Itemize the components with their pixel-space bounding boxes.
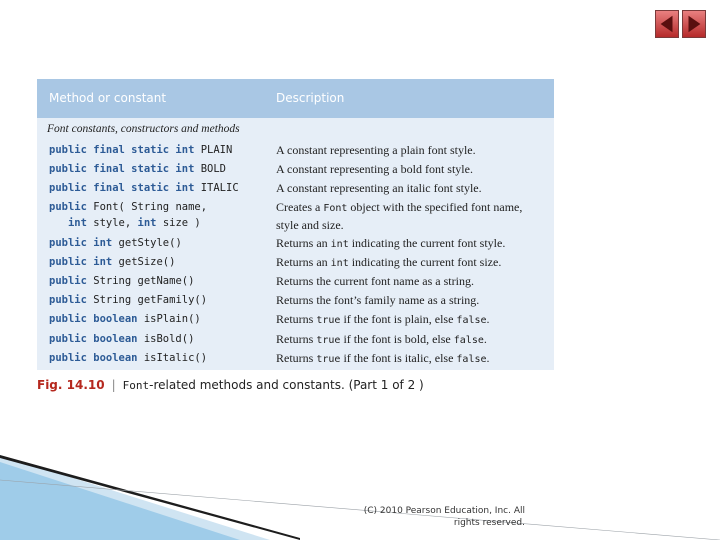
signature-identifier: Font( String name, — [93, 201, 208, 213]
table-row — [37, 273, 554, 292]
signature-keyword: public final static int — [49, 144, 201, 156]
description-code: true — [316, 335, 341, 346]
copyright-line-2: rights reserved. — [453, 518, 525, 528]
method-description — [276, 235, 546, 253]
copyright-notice — [330, 505, 525, 529]
description-text: . — [483, 332, 487, 346]
description-code: int — [330, 258, 349, 269]
description-code: true — [316, 315, 341, 326]
description-code: false — [456, 354, 487, 365]
method-signature — [49, 350, 207, 366]
description-text: if the font is italic, else — [340, 351, 457, 365]
font-methods-table — [37, 79, 554, 370]
method-description — [276, 161, 546, 177]
table-row — [37, 331, 554, 350]
triangle-right-icon — [683, 11, 705, 37]
table-row — [37, 350, 554, 369]
signature-identifier: isBold() — [143, 333, 195, 345]
method-description — [276, 331, 546, 349]
description-text: Creates a — [276, 200, 324, 214]
description-text: Returns — [276, 332, 317, 346]
table-row — [37, 254, 554, 273]
description-text: indicating the current font style. — [348, 236, 506, 250]
signature-keyword: public final static int — [49, 163, 201, 175]
method-description — [276, 199, 546, 233]
signature-keyword: int — [137, 217, 163, 229]
table-row — [37, 199, 554, 235]
description-code: true — [316, 354, 341, 365]
method-description — [276, 273, 546, 289]
signature-keyword: public — [49, 275, 94, 287]
description-text: indicating the current font size. — [348, 255, 502, 269]
signature-keyword: public final static int — [49, 182, 201, 194]
signature-identifier: style, — [93, 217, 138, 229]
table-row — [37, 142, 554, 161]
figure-caption — [37, 378, 424, 392]
description-text: if the font is plain, else — [340, 312, 457, 326]
description-text: if the font is bold, else — [340, 332, 454, 346]
caption-class-name: Font — [122, 379, 150, 392]
signature-keyword: public boolean — [49, 352, 144, 364]
signature-keyword: public int — [49, 237, 119, 249]
description-text: Returns an — [276, 236, 331, 250]
signature-identifier: String getFamily() — [93, 294, 208, 306]
table-header — [37, 79, 554, 118]
section-heading: Font constants, constructors and methods — [47, 123, 240, 135]
signature-keyword: public boolean — [49, 313, 144, 325]
method-signature — [49, 254, 175, 270]
method-signature — [49, 161, 226, 177]
description-text: A constant representing an italic font style. — [276, 181, 482, 195]
description-text: Returns — [276, 312, 317, 326]
figure-number: Fig. 14.10 — [37, 378, 105, 392]
description-text: Returns an — [276, 255, 331, 269]
method-signature — [49, 199, 207, 231]
description-text: . — [486, 312, 490, 326]
method-description — [276, 311, 546, 329]
method-signature — [49, 292, 207, 308]
column-header-description: Description — [276, 91, 345, 105]
description-text: A constant representing a plain font style. — [276, 143, 476, 157]
signature-identifier: ITALIC — [200, 182, 239, 194]
method-signature — [49, 235, 182, 251]
signature-identifier: isItalic() — [143, 352, 208, 364]
description-text: Returns the font’s family name as a string. — [276, 293, 480, 307]
description-code: false — [453, 335, 484, 346]
copyright-line-1: (C) 2010 Pearson Education, Inc. All — [363, 506, 525, 516]
description-text: object with the specified font name, style and size. — [276, 200, 523, 232]
triangle-left-icon — [656, 11, 678, 37]
table-row — [37, 161, 554, 180]
description-code: false — [456, 315, 487, 326]
previous-slide-button[interactable] — [655, 10, 679, 38]
signature-identifier: PLAIN — [200, 144, 233, 156]
next-slide-button[interactable] — [682, 10, 706, 38]
signature-identifier: String getName() — [93, 275, 195, 287]
description-code: Font — [323, 203, 348, 214]
method-signature — [49, 311, 201, 327]
signature-identifier: getStyle() — [118, 237, 182, 249]
method-description — [276, 292, 546, 308]
caption-separator: | — [111, 378, 116, 392]
method-description — [276, 142, 546, 158]
signature-keyword: public — [49, 294, 94, 306]
signature-identifier: size ) — [162, 217, 201, 229]
method-description — [276, 350, 546, 368]
method-description — [276, 180, 546, 196]
column-header-method: Method or constant — [49, 91, 167, 105]
description-text: A constant representing a bold font style. — [276, 162, 473, 176]
method-signature — [49, 331, 194, 347]
signature-keyword: public — [49, 201, 94, 213]
table-row — [37, 235, 554, 254]
method-signature — [49, 180, 239, 196]
description-code: int — [330, 239, 349, 250]
description-text: . — [486, 351, 490, 365]
signature-identifier: isPlain() — [143, 313, 201, 325]
signature-keyword: public int — [49, 256, 119, 268]
signature-keyword: int — [49, 217, 94, 229]
method-description — [276, 254, 546, 272]
method-signature — [49, 142, 232, 158]
caption-text: -related methods and constants. (Part 1 of 2 ) — [149, 378, 424, 392]
method-signature — [49, 273, 194, 289]
signature-keyword: public boolean — [49, 333, 144, 345]
table-row — [37, 180, 554, 199]
description-text: Returns — [276, 351, 317, 365]
signature-identifier: getSize() — [118, 256, 176, 268]
signature-identifier: BOLD — [200, 163, 227, 175]
description-text: Returns the current font name as a string. — [276, 274, 474, 288]
table-row — [37, 311, 554, 330]
table-row — [37, 292, 554, 311]
